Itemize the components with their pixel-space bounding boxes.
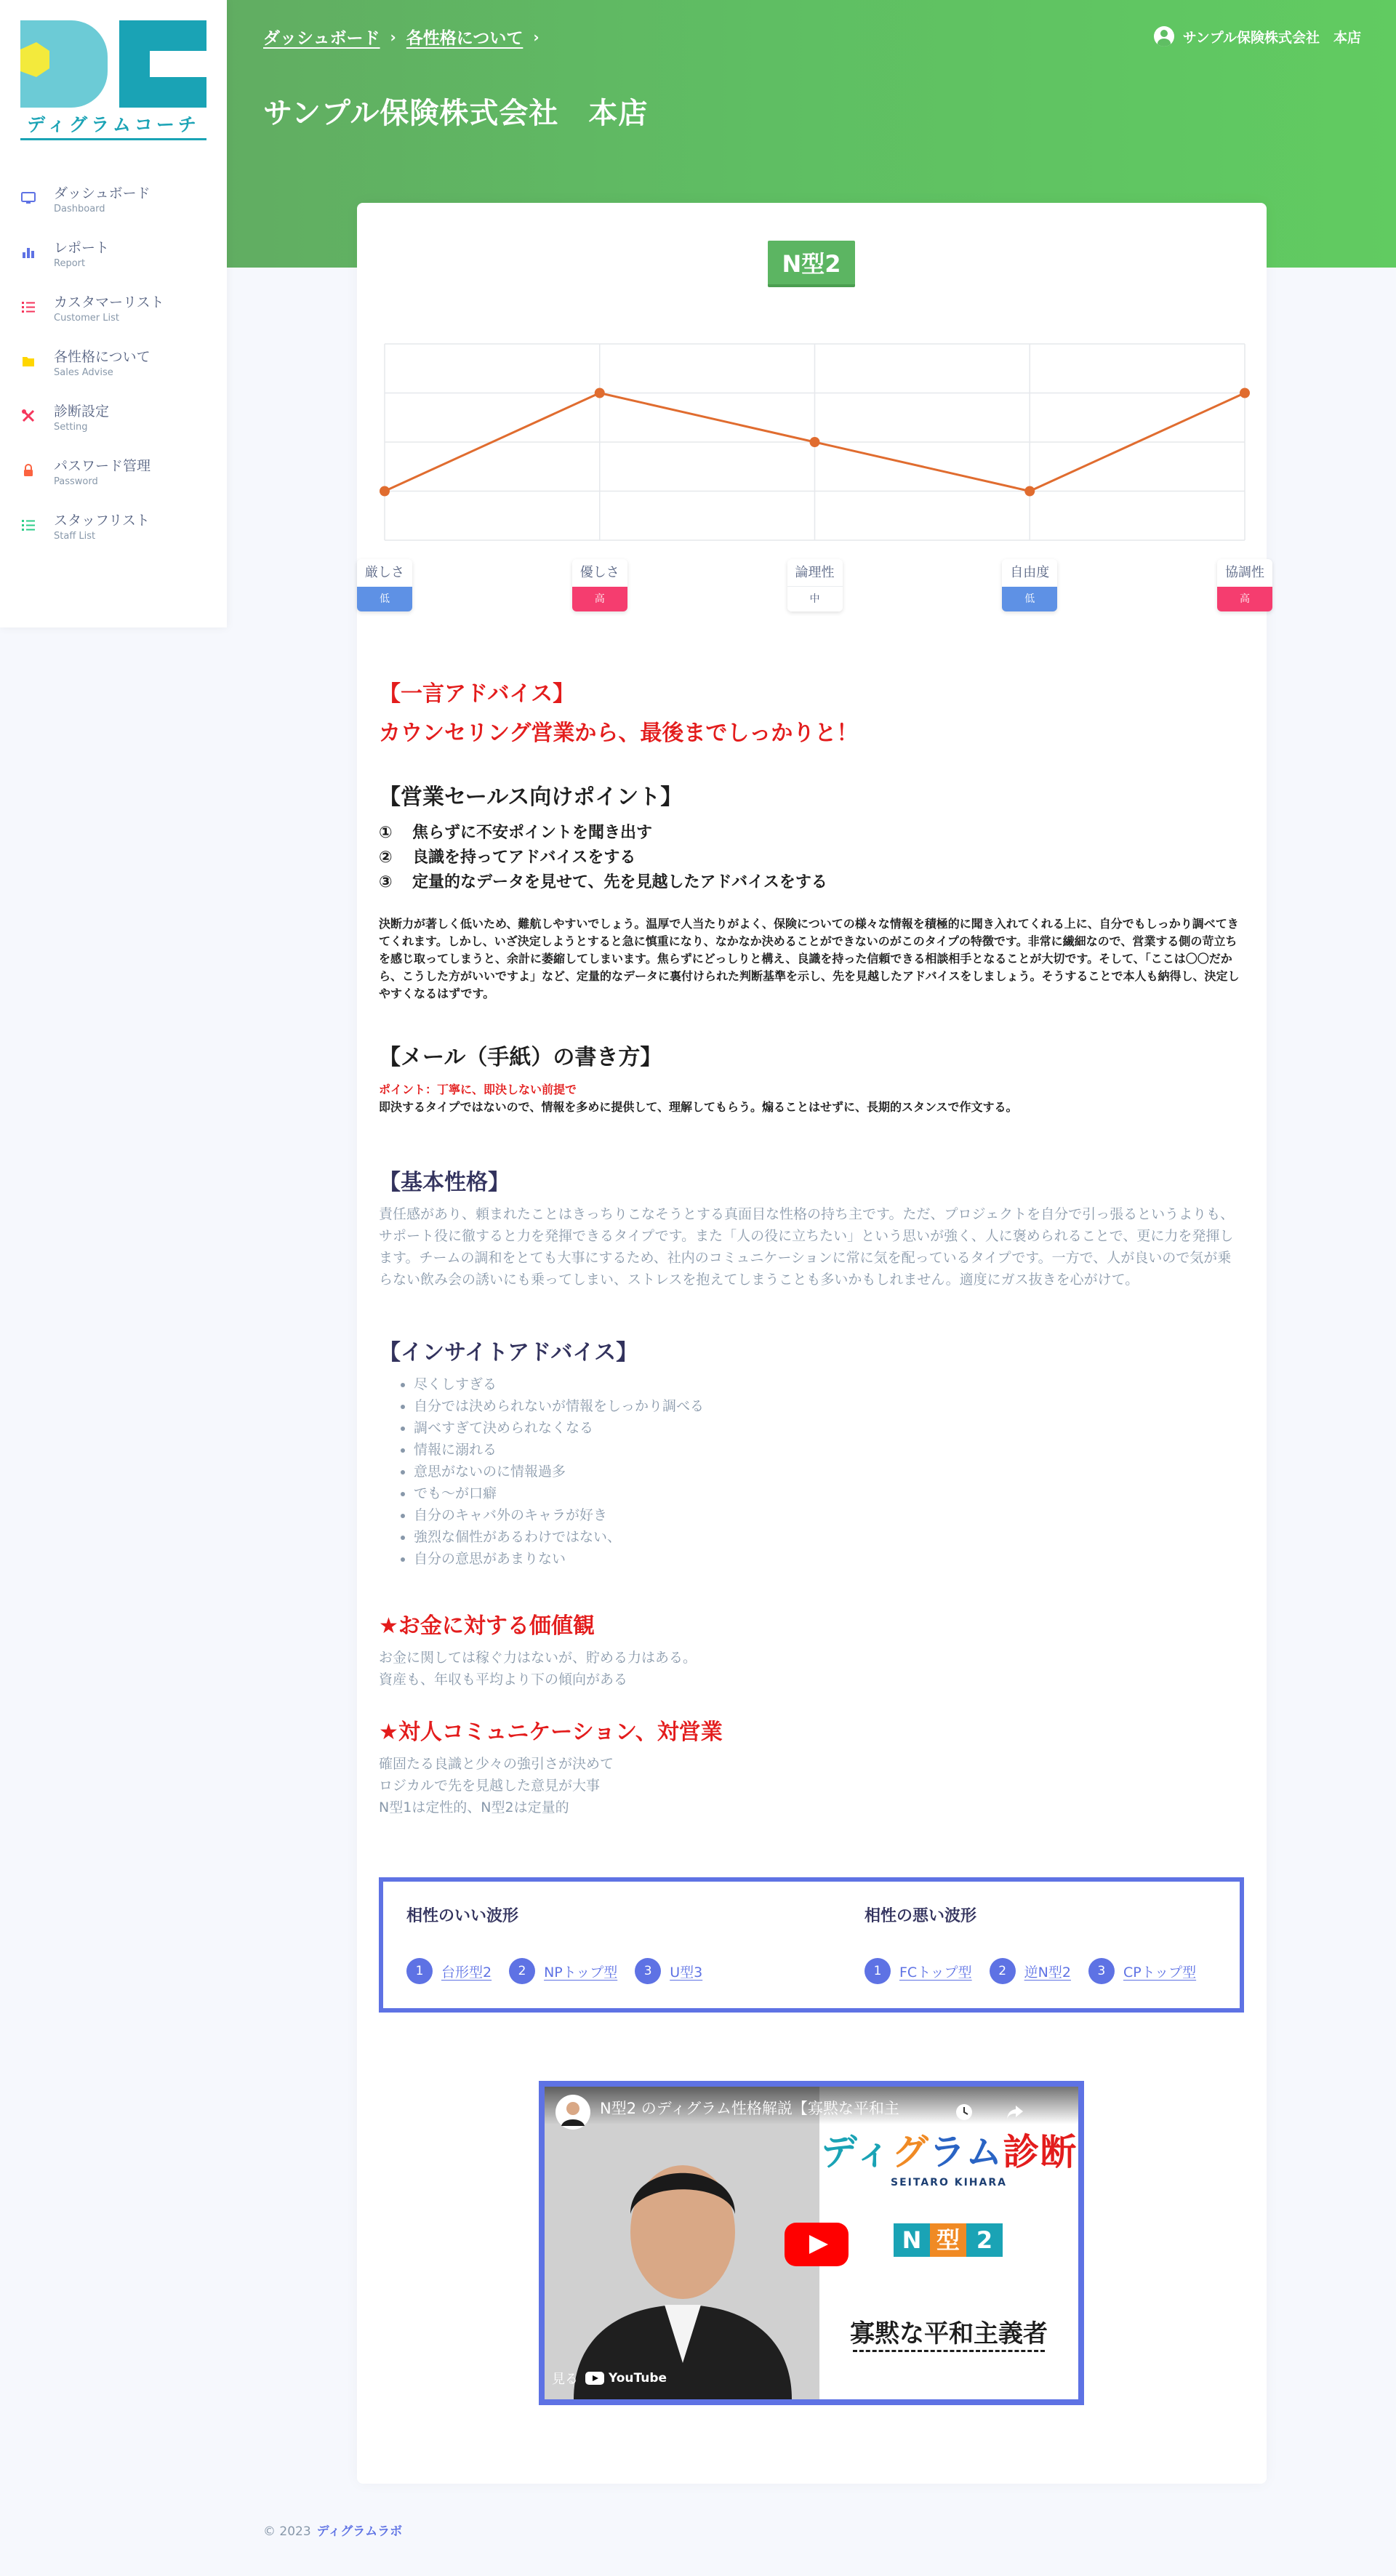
sidebar-item-setting[interactable]	[0, 401, 227, 456]
rank-badge: 2	[990, 1958, 1016, 1984]
channel-avatar-icon[interactable]	[555, 2094, 591, 2130]
communication-line: ロジカルで先を見越した意見が大事	[379, 1778, 601, 1794]
sidebar-item-sub: Staff List	[54, 531, 96, 542]
list-item: • 情報に溺れる	[414, 1439, 1245, 1461]
mail-point: ポイント：丁寧に、即決しない前提で	[379, 1083, 577, 1096]
breadcrumb	[263, 25, 539, 49]
axis-label-name: 論理性	[795, 565, 835, 580]
axis-label	[1002, 559, 1057, 611]
money-heading: ★お金に対する価値観	[379, 1613, 595, 1639]
money-line: 資産も、年収も平均より下の傾向がある	[379, 1672, 628, 1688]
footer-brand-link[interactable]: ディグラムラボ	[316, 2524, 403, 2539]
communication-line: 確固たる良識と少々の強引さが決めて	[379, 1756, 614, 1772]
compat-link[interactable]	[635, 1958, 702, 1984]
sidebar-item-label: レポート	[54, 240, 110, 256]
lock-icon	[20, 462, 36, 478]
youtube-logo-icon: YouTube	[585, 2371, 667, 2386]
bar-chart-icon	[20, 244, 36, 260]
sales-points-list	[379, 821, 1245, 895]
video-title[interactable]: N型2 のディグラム性格解説【寡黙な平和主	[600, 2100, 899, 2117]
list-item: • 自分では決められないが情報をしっかり調べる	[414, 1395, 1245, 1417]
sidebar-item-label: スタッフリスト	[54, 513, 150, 529]
compat-name[interactable]: CPトップ型	[1123, 1964, 1197, 1981]
sidebar-item-label: 各性格について	[54, 349, 151, 365]
sidebar-nav	[0, 183, 227, 565]
list-item: • 調べすぎて決められなくなる	[414, 1417, 1245, 1439]
axis-label-name: 優しさ	[579, 565, 619, 580]
list-icon	[20, 299, 36, 315]
thumbnail-type: N 型 2	[894, 2223, 1003, 2257]
good-compatibility	[406, 1903, 702, 1984]
axis-level-badge: 高	[1217, 587, 1272, 611]
sidebar-item-label: 診断設定	[54, 404, 110, 420]
compat-name[interactable]: 台形型2	[441, 1964, 492, 1981]
sales-points-heading: 【営業セールス向けポイント】	[379, 785, 683, 810]
compat-link[interactable]	[990, 1958, 1071, 1984]
account-menu[interactable]	[1154, 26, 1361, 47]
mail-heading: 【メール（手紙）の書き方】	[379, 1045, 662, 1070]
axis-level-badge: 低	[1002, 587, 1057, 611]
page-title: サンプル保険株式会社 本店	[263, 97, 649, 130]
tools-icon	[20, 408, 36, 424]
basic-heading: 【基本性格】	[379, 1170, 510, 1195]
watch-label: 見る	[552, 2372, 578, 2387]
list-icon	[20, 517, 36, 533]
list-item: • でも〜が口癖	[414, 1482, 1245, 1504]
sidebar-item-sub: Dashboard	[54, 204, 105, 214]
communication-section	[379, 1714, 1245, 1818]
data-point	[595, 388, 605, 398]
list-item: • 尽くしすぎる	[414, 1373, 1245, 1395]
breadcrumb-personality[interactable]: 各性格について	[406, 29, 524, 48]
sidebar-item-sub: Setting	[54, 422, 88, 433]
basic-body: 責任感があり、頼まれたことはきっちりこなそうとする真面目な性格の持ち主です。ただ、プロジェクトを自分で引っ張るというよりも、サポート役に徹すると力を発揮できるタイプです。また「人の役に立ちたい」という思いが強く、人に褒められることで、更に力を発揮します。チームの調和をとても大事にするため、社内のコミュニケーションに常に気を配っているタイプです。一方で、人が良いので気が乗らない飲み会の誘いにも乗ってしまい、ストレスを抱えてしまうことも多いかもしれません。適度にガス抜きを心がけて。	[379, 1206, 1235, 1288]
compat-link[interactable]	[1088, 1958, 1196, 1984]
logo-text: ディグラムコーチ	[20, 111, 206, 140]
share-icon[interactable]	[1006, 2103, 1024, 2122]
personality-card	[357, 203, 1267, 2484]
axis-label	[787, 559, 843, 611]
axis-level-badge: 中	[787, 586, 843, 611]
play-button[interactable]	[785, 2223, 849, 2266]
user-icon	[1154, 26, 1174, 47]
compat-name[interactable]: U型3	[670, 1964, 703, 1981]
axis-label	[1217, 559, 1272, 611]
sidebar-item-label: カスタマーリスト	[54, 294, 164, 310]
rank-badge: 3	[1088, 1958, 1115, 1984]
sidebar-item-report[interactable]	[0, 238, 227, 292]
mail-section	[379, 1039, 1245, 1116]
compatibility-box	[379, 1877, 1244, 2013]
axis-label-name: 自由度	[1010, 565, 1050, 580]
type-badge: N型2	[768, 241, 855, 287]
presenter-photo	[545, 2087, 819, 2399]
sidebar-item-sub: Report	[54, 258, 86, 269]
advice-text: カウンセリング営業から、最後までしっかりと！	[379, 721, 859, 746]
sidebar-item-label: ダッシュボード	[54, 185, 151, 201]
axis-level-badge: 高	[572, 587, 627, 611]
folder-icon	[20, 353, 36, 369]
watch-on-youtube[interactable]	[552, 2369, 667, 2388]
good-compatibility-title: 相性のいい波形	[406, 1907, 519, 1925]
sidebar-item-password[interactable]	[0, 456, 227, 510]
axis-label-name: 厳しさ	[365, 565, 404, 580]
advice-section	[379, 675, 1245, 707]
compat-name[interactable]: 逆N型2	[1024, 1964, 1071, 1981]
money-line: お金に関しては稼ぐ力はないが、貯める力はある。	[379, 1650, 697, 1666]
communication-line: N型1は定性的、N型2は定量的	[379, 1799, 569, 1815]
bad-compatibility	[865, 1903, 1196, 1984]
bad-compatibility-links	[865, 1958, 1196, 1984]
sidebar-item-label: パスワード管理	[54, 458, 151, 474]
sales-points-body: 決断力が著しく低いため、難航しやすいでしょう。温厚で人当たりがよく、保険についての様々な情報を積極的に聞き入れてくれる上に、自分でもしっかり調べてきてくれます。しかし、いざ決定しようとすると急に慎重になり、なかなか決めることができないのがこのタイプの特徴です。非常に繊細なので、営業する側の苛立ちを感じ取ってしまうと、余計に萎縮してしまいます。焦らずにどっしりと構え、良識を持った信頼できる相談相手となることが大切です。そして、「ここは〇〇だから、こうした方がいいですよ」など、定量的なデータに裏付けられた判断基準を示し、先を見越したアドバイスをしましょう。そうすることで本人も納得し、決定しやすくなるはずです。	[379, 917, 1240, 1000]
communication-heading: ★対人コミュニケーション、対営業	[379, 1720, 723, 1745]
rank-badge: 1	[406, 1958, 433, 1984]
sidebar-item-sub: Sales Advise	[54, 367, 113, 378]
thumbnail-subtitle: SEITARO KIHARA	[891, 2177, 1007, 2188]
sidebar-item-sub: Customer List	[54, 313, 120, 324]
compat-name[interactable]: NPトップ型	[544, 1964, 618, 1981]
thumbnail-brand: ディグラム診断	[820, 2131, 1078, 2173]
sidebar-item-sub: Password	[54, 476, 98, 487]
rank-badge: 3	[635, 1958, 661, 1984]
list-item: • 意思がないのに情報過多	[414, 1461, 1245, 1482]
monitor-icon	[20, 190, 36, 206]
video-embed[interactable]	[539, 2081, 1084, 2405]
advice-text-wrap	[379, 715, 1245, 747]
list-item: ② 良識を持ってアドバイスをする	[379, 848, 636, 867]
data-point	[810, 437, 820, 447]
data-point	[1240, 388, 1250, 398]
copyright: © 2023	[263, 2524, 311, 2539]
data-point	[1024, 486, 1035, 497]
list-item: • 強烈な個性があるわけではない、	[414, 1526, 1245, 1548]
list-item: • 自分のキャバ外のキャラが好き	[414, 1504, 1245, 1526]
thumbnail-persona: 寡黙な平和主義者	[850, 2319, 1048, 2348]
list-item: • 自分の意思があまりない	[414, 1548, 1245, 1570]
thumbnail-divider	[853, 2350, 1045, 2352]
money-section	[379, 1608, 1245, 1690]
insight-list	[379, 1373, 1245, 1570]
sidebar-item-customer-list[interactable]	[0, 292, 227, 347]
mail-body: 即決するタイプではないので、情報を多めに提供して、理解してもらう。煽ることはせずに、長期的スタンスで作文する。	[379, 1100, 1018, 1114]
chevron-right-icon: ›	[390, 28, 396, 46]
axis-label-name: 協調性	[1225, 565, 1264, 580]
footer	[263, 2521, 402, 2539]
breadcrumb-dashboard[interactable]: ダッシュボード	[263, 29, 380, 48]
advice-heading: 【一言アドバイス】	[379, 681, 575, 707]
axis-label	[357, 559, 412, 611]
bad-compatibility-title: 相性の悪い波形	[865, 1907, 977, 1925]
sales-points-section	[379, 779, 1245, 895]
sidebar-item-staff-list[interactable]	[0, 510, 227, 565]
sidebar	[0, 0, 227, 627]
axis-level-badge: 低	[357, 587, 412, 611]
compat-link[interactable]	[509, 1958, 617, 1984]
good-compatibility-links	[406, 1958, 702, 1984]
video-thumbnail-photo	[545, 2087, 819, 2399]
insight-heading: 【インサイトアドバイス】	[379, 1340, 638, 1365]
compat-link[interactable]	[406, 1958, 492, 1984]
data-point	[380, 486, 390, 497]
sidebar-item-personality[interactable]	[0, 347, 227, 401]
basic-section	[379, 1164, 1245, 1291]
clock-icon[interactable]	[955, 2103, 974, 2122]
rank-badge: 1	[865, 1958, 891, 1984]
video-thumbnail-brand	[819, 2087, 1078, 2399]
compat-link[interactable]	[865, 1958, 972, 1984]
list-item: ① 焦らずに不安ポイントを聞き出す	[379, 824, 653, 842]
rank-badge: 2	[509, 1958, 535, 1984]
list-item: ③ 定量的なデータを見せて、先を見越したアドバイスをする	[379, 873, 827, 891]
insight-section	[379, 1334, 1245, 1570]
sales-body-wrap	[379, 915, 1245, 1003]
compat-name[interactable]: FCトップ型	[899, 1964, 972, 1981]
account-name: サンプル保険株式会社 本店	[1182, 29, 1361, 46]
video-topbar	[545, 2087, 1078, 2124]
sidebar-item-dashboard[interactable]	[0, 183, 227, 238]
chevron-right-icon: ›	[533, 28, 539, 46]
axis-label	[572, 559, 627, 611]
